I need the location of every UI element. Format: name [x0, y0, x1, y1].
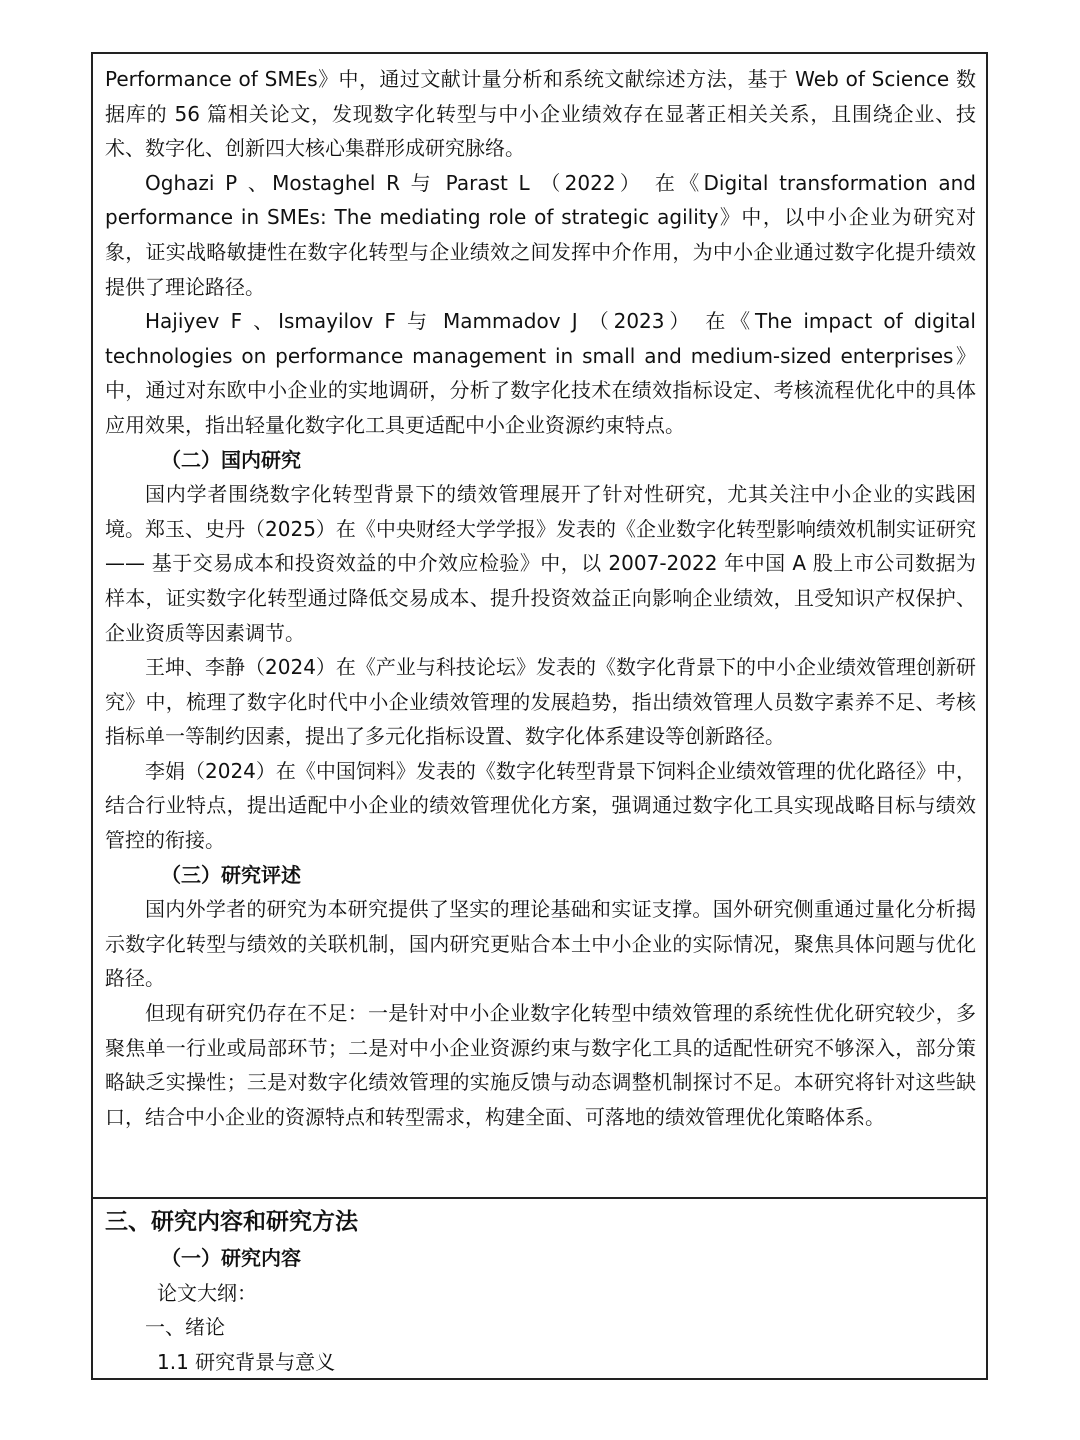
heading-domestic-research: （二）国内研究	[161, 447, 301, 472]
paragraph-review-2: 但现有研究仍存在不足：一是针对中小企业数字化转型中绩效管理的系统性优化研究较少，多聚焦单一行业或局部环节；二是对中小企业资源约束与数字化工具的适配性研究不够深入，部分策略缺乏实操性；三是对数字化绩效管理的实施反馈与动态调整机制探讨不足。本研究将针对这些缺口，结合中小企业的资源特点和转型需求，构建全面、可落地的绩效管理优化策略体系。	[105, 1001, 976, 1129]
heading-research-review: （三）研究评述	[161, 862, 301, 887]
paragraph-domestic-1: 国内学者围绕数字化转型背景下的绩效管理展开了针对性研究，尤其关注中小企业的实践困境。郑玉、史丹（2025）在《中央财经大学学报》发表的《企业数字化转型影响绩效机制实证研究 —— 基于交易成本和投资效益的中介效应检验》中，以 2007-2022 年中国 A 股上市公司数据为样本，证实数字化转型通过降低交易成本、提升投资效益正向影响企业绩效，且受知识产权保护、企业资质等因素调节。	[105, 482, 976, 645]
form-table	[91, 52, 988, 1380]
section-title: 三、研究内容和研究方法	[105, 1209, 358, 1235]
research-content-cell	[93, 1199, 986, 1378]
outline-item-1-1: 1.1 研究背景与意义	[157, 1349, 336, 1374]
paragraph-domestic-2: 王坤、李静（2024）在《产业与科技论坛》发表的《数字化背景下的中小企业绩效管理创新研究》中，梳理了数字化时代中小企业绩效管理的发展趋势，指出绩效管理人员数字素养不足、考核指标单一等制约因素，提出了多元化指标设置、数字化体系建设等创新路径。	[105, 655, 976, 749]
paragraph-foreign-1: Performance of SMEs》中，通过文献计量分析和系统文献综述方法，基于 Web of Science 数据库的 56 篇相关论文，发现数字化转型与中小企业绩效存在显著正相关关系，且围绕企业、技术、数字化、创新四大核心集群形成研究脉络。	[105, 67, 976, 161]
paragraph-review-1: 国内外学者的研究为本研究提供了坚实的理论基础和实证支撑。国外研究侧重通过量化分析揭示数字化转型与绩效的关联机制，国内研究更贴合本土中小企业的实际情况，聚焦具体问题与优化路径。	[105, 897, 976, 991]
literature-review-content	[105, 62, 976, 1134]
paragraph-foreign-3: Hajiyev F 、Ismayilov F 与 Mammadov J （2023） 在《The impact of digital technologies on performance management in small and medium-sized enterprises》中，通过对东欧中小企业的实地调研，分析了数字化技术在绩效指标设定、考核流程优化中的具体应用效果，指出轻量化数字化工具更适配中小企业资源约束特点。	[105, 309, 976, 437]
literature-review-cell	[93, 54, 986, 1199]
paragraph-domestic-3: 李娟（2024）在《中国饲料》发表的《数字化转型背景下饲料企业绩效管理的优化路径》中，结合行业特点，提出适配中小企业的绩效管理优化方案，强调通过数字化工具实现战略目标与绩效管控的衔接。	[105, 758, 976, 853]
heading-research-content: （一）研究内容	[161, 1246, 301, 1270]
outline-chapter-1: 一、绪论	[145, 1315, 225, 1340]
outline-label: 论文大纲：	[157, 1280, 257, 1305]
paragraph-foreign-2: Oghazi P 、Mostaghel R 与 Parast L （2022） 在《Digital transformation and performance in SMEs: The mediating role of strategic agility》中，以中小企业为研究对象，证实战略敏捷性在数字化转型与企业绩效之间发挥中介作用，为中小企业通过数字化提升绩效提供了理论路径。	[105, 170, 976, 299]
research-content-body	[105, 1241, 976, 1379]
